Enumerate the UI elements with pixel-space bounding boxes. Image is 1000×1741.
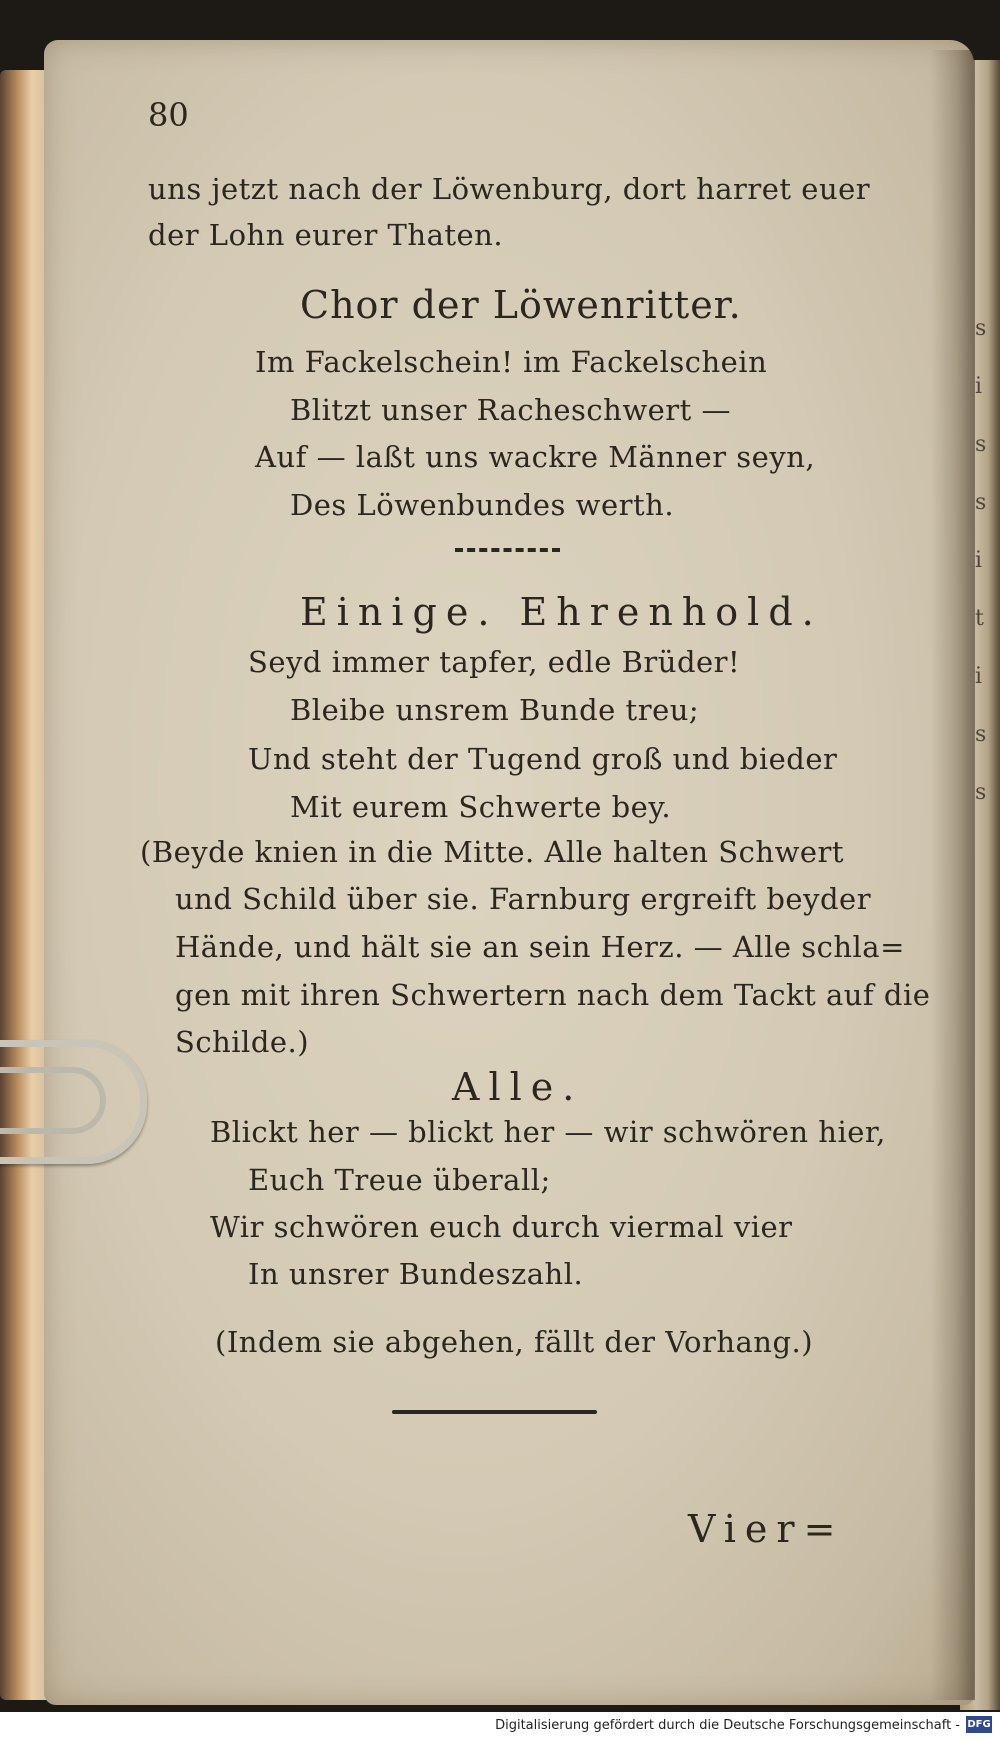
- speaker-heading: Einige. Ehrenhold.: [300, 590, 823, 634]
- dfg-logo: DFG: [966, 1716, 992, 1733]
- bleed-char: s: [975, 780, 987, 805]
- section-divider: [455, 548, 560, 552]
- bleed-char: s: [975, 316, 987, 341]
- verse-line: In unsrer Bundeszahl.: [248, 1257, 584, 1291]
- bleed-char: s: [975, 432, 987, 457]
- verse-line: Bleibe unsrem Bunde treu;: [290, 693, 700, 727]
- speaker-heading: Alle.: [452, 1065, 584, 1109]
- verse-line: Auf — laßt uns wackre Männer seyn,: [255, 440, 816, 474]
- bleed-char: s: [975, 490, 987, 515]
- verse-line: Wir schwören euch durch viermal vier: [210, 1210, 793, 1244]
- gutter-shadow: [930, 50, 975, 1700]
- stage-direction-line: Schilde.): [175, 1025, 310, 1059]
- verse-line: Blitzt unser Racheschwert —: [290, 393, 732, 427]
- stage-direction-line: (Beyde knien in die Mitte. Alle halten Schwert: [140, 835, 845, 869]
- text-line: der Lohn eurer Thaten.: [148, 218, 504, 252]
- stage-direction-line: (Indem sie abgehen, fällt der Vorhang.): [215, 1325, 814, 1359]
- verse-line: Seyd immer tapfer, edle Brüder!: [248, 645, 741, 679]
- bleed-char: s: [975, 722, 987, 747]
- verse-line: Und steht der Tugend groß und bieder: [248, 742, 838, 776]
- page-number: 80: [148, 96, 189, 134]
- stage-direction-line: gen mit ihren Schwertern nach dem Tackt auf die: [175, 978, 931, 1012]
- text-line: uns jetzt nach der Löwenburg, dort harret euer: [148, 172, 871, 206]
- verse-line: Blickt her — blickt her — wir schwören hier,: [210, 1115, 886, 1149]
- stage-direction-line: und Schild über sie. Farnburg ergreift beyder: [175, 882, 872, 916]
- facing-page-bleed-through: [975, 300, 1000, 1400]
- footer-credit: Digitalisierung gefördert durch die Deutsche Forschungsgemeinschaft -: [495, 1718, 960, 1733]
- bleed-char: i: [975, 664, 983, 689]
- verse-line: Mit eurem Schwerte bey.: [290, 790, 672, 824]
- stage-direction-line: Hände, und hält sie an sein Herz. — Alle schla=: [175, 930, 905, 964]
- catchword: Vier=: [688, 1507, 845, 1551]
- bleed-char: i: [975, 548, 983, 573]
- bleed-char: i: [975, 374, 983, 399]
- verse-line: Des Löwenbundes werth.: [290, 488, 675, 522]
- end-rule: [392, 1410, 597, 1414]
- bleed-char: t: [975, 606, 984, 631]
- chorus-heading: Chor der Löwenritter.: [300, 283, 742, 327]
- verse-line: Euch Treue überall;: [248, 1163, 551, 1197]
- verse-line: Im Fackelschein! im Fackelschein: [255, 345, 768, 379]
- paperclip: [0, 1040, 147, 1164]
